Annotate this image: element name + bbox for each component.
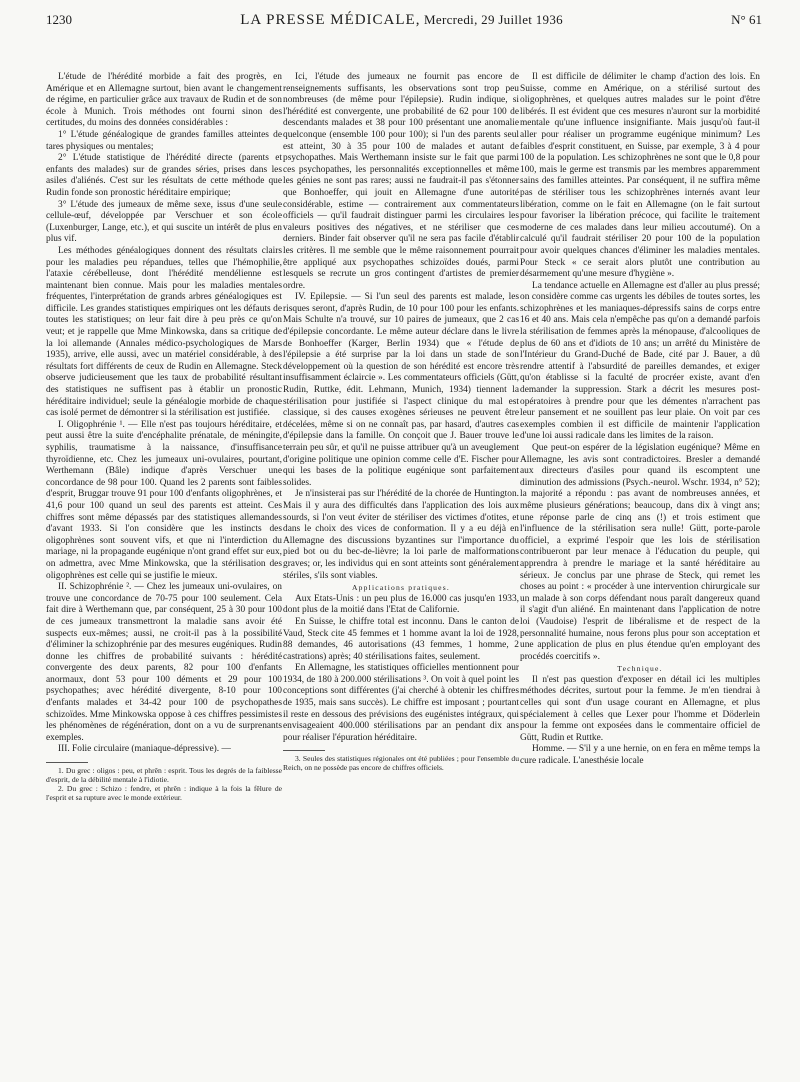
paragraph: 1° L'étude généalogique de grandes familles atteintes de tares physiques ou mentales; — [46, 129, 282, 152]
column-2 — [283, 72, 519, 772]
paragraph: Homme. — S'il y a une hernie, on en fera en même temps la cure radicale. L'anesthésie locale — [520, 744, 760, 767]
paragraph: La tendance actuelle en Allemagne est d'aller au plus pressé; on considère comme cas urgents les débiles de toutes sortes, les schizophrènes et les maniaques-dépressifs sains de corps entre 16 et 40 ans. Mais cela n'empêche pas qu'on a demandé parfois la stérilisation de femmes après la ménopause, d'alcooliques de plus de 60 ans et d'idiots de 10 ans; un arrêté du Ministère de l'Intérieur du Grand-Duché de Bade, cité par J. Bauer, a dû rendre attentif à l'absurdité de pareilles demandes, et exiger qu'on établisse si la faculté de procréer existe, avant d'en demander la suppression. Stark a décrit les mesures post-opératoires à prendre pour que les démentes n'arrachent pas leur pansement et ne souillent pas leur plaie. On voit par ces exemples combien il est difficile de maintenir l'application d'une loi aussi radicale dans les limites de la raison. — [520, 280, 760, 442]
section-heading: Technique. — [617, 664, 663, 674]
issue-number: N° 61 — [731, 12, 762, 27]
paragraph: En Suisse, le chiffre total est inconnu. Dans le canton de Vaud, Steck cite 45 femmes et 1 homme avant la loi de 1928, 88 demandes, 46 autorisations (43 femmes, 1 homme, 2 castrations) après; 40 stérilisations faites, seulement. — [283, 616, 519, 662]
paragraph: En Allemagne, les statistiques officielles mentionnent pour 1934, de 180 à 200.000 stérilisations ³. On voit à quel point les conceptions sont différentes (j'ai cherché à obtenir les chiffres de 1935, mais sans succès). Le chiffre est imposant ; pourtant il reste en dessous des prévisions des eugénistes intégraux, qui envisageaient 400.000 stérilisations par an pendant dix ans pour réaliser l'épuration héréditaire. — [283, 663, 519, 743]
paragraph: Il est difficile de délimiter le champ d'action des lois. En Suisse, comme en Amérique, on a stérilisé surtout des oligophrènes, et quelques autres malades sur le point d'être libérés. Il est évident que ces mesures n'auront sur la morbidité mentale qu'une influence insignifiante. Mais jusqu'où faut-il aller pour réaliser un programme eugénique minimum? Les faibles d'esprit constituent, en Suisse, par exemple, 3 à 4 pour 100 de la population. Les schizophrènes ne sont que le 0,8 pour 100, mais le germe est transmis par les membres apparemment sains des familles atteintes. Par conséquent, il ne suffira même pas de stériliser tous les schizophrènes internés avant leur libération, comme on le fait en Allemagne (on le fait surtout pour favoriser la libération précoce, qui facilite le traitement moderne de ces malades dans leur milieu accoutumé). On a calculé qu'il faudrait stériliser 20 pour 100 de la population pour avoir quelques chances d'éliminer les maladies mentales. Pour Steck « ce serait alors plutôt une contribution au désarmement qu'une mesure d'hygiène ». — [520, 72, 760, 280]
paragraph: III. Folie circulaire (maniaque-dépressive). — — [58, 744, 231, 755]
column-1 — [46, 72, 282, 802]
footnote: 2. Du grec : Schizo : fendre, et phrên : indique à la fois la fêlure de l'esprit et sa rupture avec le monde extérieur. — [46, 784, 282, 803]
paragraph: II. Schizophrénie ². — Chez les jumeaux uni-ovulaires, on trouve une concordance de 70-75 pour 100 seulement. Cela fait dire à Werthemann que, par conséquent, 25 à 30 pour 100 de ces jumeaux transmettront la maladie sans avoir été suspects eux-mêmes; aussi, ne croit-il pas à la possibilité d'éliminer la schizophrénie par des mesures eugéniques. Rudin donne les chiffres de probabilité suivants : hérédité convergente des deux parents, 82 pour 100 d'enfants anormaux, dont 53 pour 100 déments et 29 pour 100 psychopathes; avec hérédité divergente, 8-10 pour 100 d'enfants malades et 34-42 pour 100 de psychopathes schizoïdes. Mme Minkowska oppose à ces chiffres pessimistes les phénomènes de régénération, dont on a vu de surprenants exemples. — [46, 582, 282, 743]
footnote-divider — [46, 762, 88, 763]
section-heading: Applications pratiques. — [351, 583, 451, 593]
paragraph: Ici, l'étude des jumeaux ne fournit pas encore de renseignements suffisants, les observations sont trop peu nombreuses (de même pour l'épilepsie). Rudin indique, si l'hérédité est convergente, une probabilité de 62 pour 100 de descendants malades et 38 pour 100 présentant une anomalie quelconque (ensemble 100 pour 100); si l'un des parents seul est atteint, 30 à 35 pour 100 de malades et autant de psychopathes. Mais Werthemann insiste sur le fait que parmi ces psychopathes, les personnalités exceptionnelles et même les génies ne sont pas rares; aussi ne faudrait-il pas s'étonner que Bonhoeffer, qui jouit en Allemagne d'une autorité considérable, estime — contrairement aux commentateurs officiels — qu'il faudrait distinguer parmi les circulaires les valeurs positives des négatives, et ne stériliser que ces derniers. Binder fait observer qu'il ne sera pas facile d'établir les critères. Il me semble que le même raisonnement pourrait être appliqué aux psychopathes schizoïdes doués, parmi lesquels se recrute un gros contingent d'artistes de premier ordre. — [283, 72, 519, 291]
footnote: 1. Du grec : oligos : peu, et phrên : esprit. Tous les degrés de la faiblesse d'esprit, de la débilité mentale à l'idiotie. — [46, 766, 282, 785]
running-header — [46, 12, 762, 46]
paragraph: 3° L'étude des jumeaux de même sexe, issus d'une seule cellule-œuf, développée par Verschuer et son école (Luxenburger, Lange, etc.), et qui suscite un intérêt de plus en plus vif. — [46, 199, 282, 245]
paragraph: Il n'est pas question d'exposer en détail ici les multiples méthodes décrites, surtout pour la femme. Je m'en tiendrai à celles qui sont d'un usage courant en Allemagne, et plus spécialement à celles que Lexer pour l'homme et Döderlein pour la femme ont exposées dans le commentaire officiel de Gütt, Rudin et Ruttke. — [520, 674, 760, 743]
paragraph: I. Oligophrénie ¹. — Elle n'est pas toujours héréditaire, et peut aussi être la suite d'encéphalite prénatale, de méningite, syphilis, traumatisme à la naissance, d'insuffisance thyroïdienne, etc. Chez les jumeaux uni-ovulaires, pourtant, Werthemann (Bâle) indique d'après Verschuer une concordance de 98 pour 100. Quand les 2 parents sont faibles d'esprit, Bruggar trouve 91 pour 100 d'enfants oligophrènes, et 41,6 pour 100 quand un seul des parents est atteint. Ces chiffres sont même dépassés par des statistiques allemandes d'avant 1933. Si l'on considère que les instincts des oligophrènes sont souvent vifs, et que ni l'interdiction du mariage, ni la propagande eugénique n'ont grand effet sur eux, on admettra, avec Mme Minkowska, que la stérilisation des oligophrènes est celle qui se justifie le mieux. — [46, 419, 282, 581]
column-3 — [520, 72, 760, 768]
page-number: 1230 — [46, 12, 72, 27]
paragraph: Aux Etats-Unis : un peu plus de 16.000 cas jusqu'en 1933, dont plus de la moitié dans l'Etat de Californie. — [283, 593, 519, 616]
publication-name: LA PRESSE MÉDICALE, — [240, 12, 421, 28]
paragraph: 2° L'étude statistique de l'hérédité directe (parents et enfants des malades) sur de grandes séries, prises dans les asiles d'aliénés. C'est sur les résultats de cette méthode que Rudin fonde son pronostic héréditaire empirique; — [46, 153, 282, 198]
footnote-divider — [283, 750, 325, 751]
running-title — [240, 12, 563, 29]
footnote: 3. Seules des statistiques régionales ont été publiées ; pour l'ensemble du Reich, on ne possède pas encore de chiffres officiels. — [283, 754, 519, 773]
issue-date: Mercredi, 29 Juillet 1936 — [424, 12, 563, 27]
paragraph: L'étude de l'hérédité morbide a fait des progrès, en Amérique et en Allemagne surtout, bien avant le changement de régime, en particulier grâce aux travaux de Rudin et de son école à Munich. Trois méthodes ont fourni sinon des certitudes, du moins des données considérables : — [46, 72, 282, 129]
paragraph: Je n'insisterai pas sur l'hérédité de la chorée de Huntington. Mais il y aura des difficultés dans l'application des lois aux sourds, si l'on veut éviter de stériliser des victimes d'otites, et dans le choix des vices de conformation. Il y a eu déjà en Allemagne des discussions byzantines sur l'importance du pied bot ou du bec-de-lièvre; la loi parle de malformations graves; or, les individus qui en sont atteints sont généralement stériles, s'ils sont viables. — [283, 489, 519, 581]
paragraph: Les méthodes généalogiques donnent des résultats clairs pour les maladies peu répandues, telles que l'hémophilie, l'ataxie cérébelleuse, dont l'hérédité mendélienne est maintenant bien connue. Mais pour les maladies mentales fréquentes, l'interprétation de grands arbres généalogiques est difficile. Les grandes statistiques empiriques ont les défauts de toutes les statistiques; on leur fait dire à peu près ce qu'on veut; et je rappelle que Mme Minkowska, dans sa critique de la loi allemande (Annales médico-psychologiques de Mars 1935), arrive, elle aussi, avec un matériel considérable, à des résultats fort différents de ceux de Rudin en Allemagne. Steck observe judicieusement que les taux de probabilité résultant des statistiques ne suffisent pas à établir un pronostic héréditaire individuel; seule la généalogie morbide de chaque cas isolé permet de démontrer si la stérilisation est justifiée. — [46, 245, 282, 419]
paragraph: IV. Epilepsie. — Si l'un seul des parents est malade, les risques seront, d'après Rudin, de 10 pour 100 pour les enfants. Mais Schulte n'a trouvé, sur 10 paires de jumeaux, que 2 cas d'épilepsie concordante. Le même auteur déclare dans le livre de Bonhoeffer (Karger, Berlin 1934) que « l'étude de l'épilepsie a été surprise par la loi dans un stade de son développement où la question de son hérédité est encore très insuffisamment éclaircie ». Les commentateurs officiels (Gütt, Rudin, Ruttke, édit. Lehmann, Munich, 1934) tiennent la stérilisation pour justifiée si l'aspect clinique du mal est classique, si des causes exogènes sérieuses ne peuvent être décelées, même si on ne connaît pas, par hasard, d'autres cas d'épilepsie dans la famille. On conçoit que J. Bauer trouve le terrain peu sûr, et qu'il ne puisse attribuer qu'à un aveuglement d'origine politique une opinion comme celle d'E. Fischer pour qui les bases de la politique eugénique sont parfaitement solides. — [283, 292, 519, 488]
paragraph: Que peut-on espérer de la législation eugénique? Même en Allemagne, les avis sont contradictoires. Bresler a demandé aux directeurs d'asiles pour quand ils escomptent une diminution des admissions (Psych.-neurol. Wschr. 1934, n° 52); la majorité a répondu : pas avant de nombreuses années, et même plusieurs générations; beaucoup, dans dix à vingt ans; une réponse parle de cinq ans (!) et trois estiment que l'influence de la stérilisation sera nulle! Gütt, porte-parole officiel, a exprimé l'espoir que les lois de stérilisation contribueront par leur menace à l'éducation du peuple, qui apprendra à prendre le mariage et la santé héréditaire au sérieux. Je conclus par une phrase de Steck, qui remet les choses au point : « procéder à une intervention chirurgicale sur un malade à son corps défendant nous paraît dangereux quand il s'agit d'un aliéné. En maintenant dans l'application de notre loi (Vaudoise) l'esprit de libéralisme et de respect de la personnalité humaine, nous ferons plus pour son acceptation et une application de plus en plus étendue qu'en employant des procédés coercitifs ». — [520, 443, 760, 662]
